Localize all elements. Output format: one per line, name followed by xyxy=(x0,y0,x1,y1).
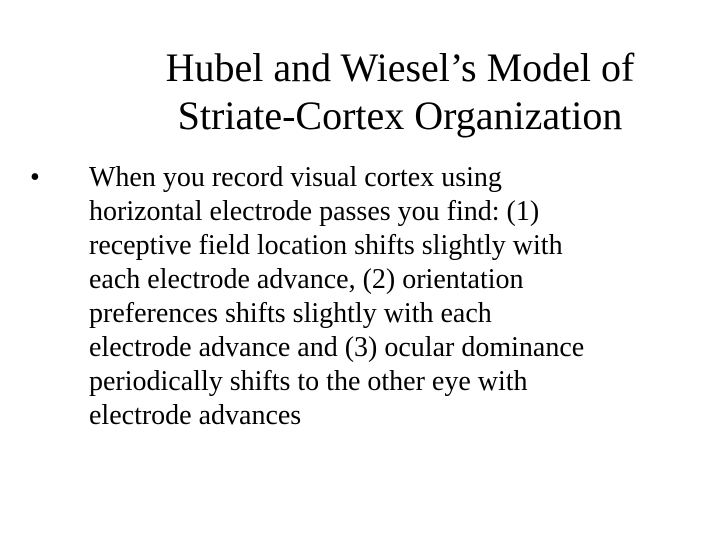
bullet-item xyxy=(30,161,680,433)
bullet-text-line: horizontal electrode passes you find: (1) xyxy=(89,196,540,227)
bullet-text-line: each electrode advance, (2) orientation xyxy=(89,264,524,295)
bullet-text-line: electrode advances xyxy=(89,400,302,431)
bullet-marker: • xyxy=(30,162,40,193)
bullet-text-line: periodically shifts to the other eye with xyxy=(89,366,528,397)
bullet-text-line: When you record visual cortex using xyxy=(89,162,502,193)
bullet-text-line: receptive field location shifts slightly with xyxy=(89,230,563,261)
bullet-text-line: electrode advance and (3) ocular dominance xyxy=(89,332,585,363)
slide-title xyxy=(40,44,720,140)
bullet-list xyxy=(30,161,680,433)
slide-title-line: Hubel and Wiesel’s Model of xyxy=(165,45,635,90)
slide-title-line: Striate-Cortex Organization xyxy=(177,93,623,138)
bullet-text-line: preferences shifts slightly with each xyxy=(89,298,492,329)
